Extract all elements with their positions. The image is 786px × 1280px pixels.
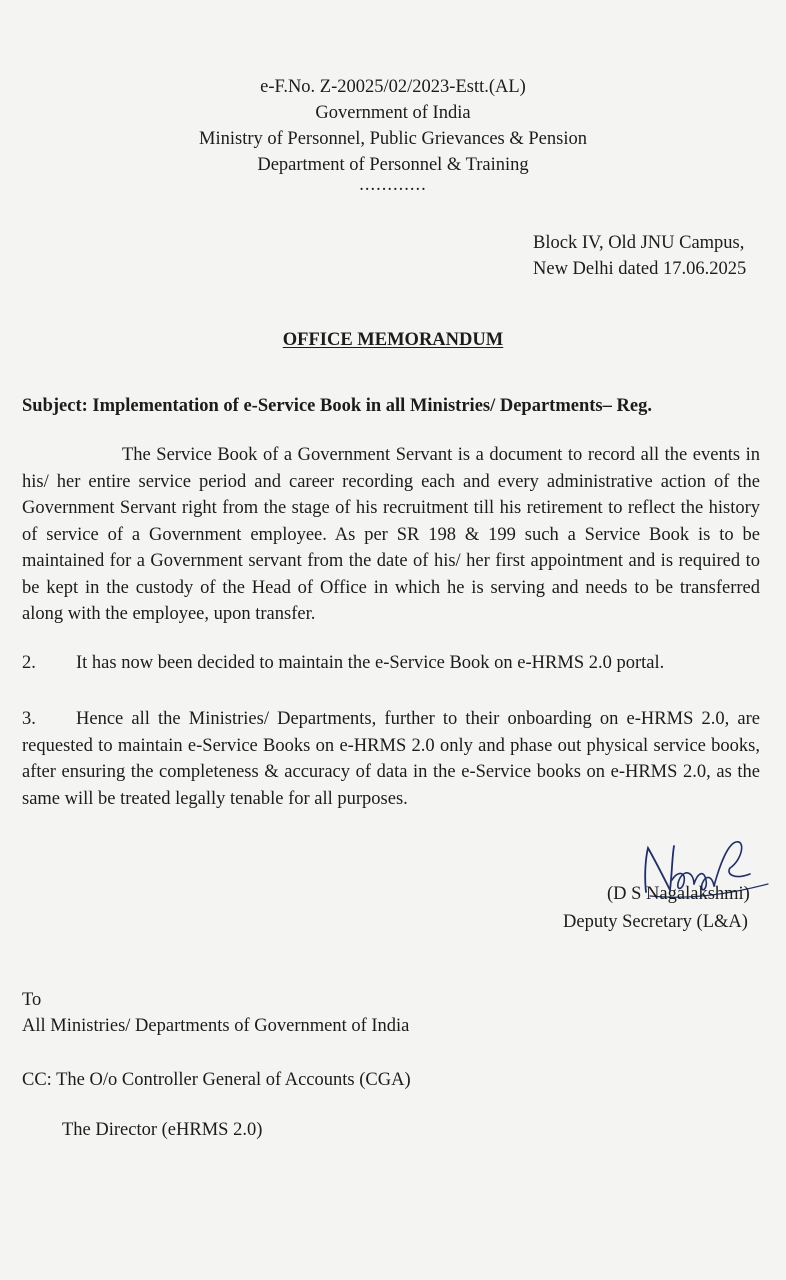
- file-number: e-F.No. Z-20025/02/2023-Estt.(AL): [260, 77, 526, 97]
- signatory-designation: Deputy Secretary (L&A): [563, 912, 748, 932]
- subject-line: Subject: Implementation of e-Service Book in all Ministries/ Departments– Reg.: [22, 396, 652, 416]
- ministry-name: Ministry of Personnel, Public Grievances & Pension: [199, 129, 587, 149]
- paragraph-3-text: Hence all the Ministries/ Departments, further to their onboarding on e-HRMS 2.0, are requested to maintain e-Service Books on e-HRMS 2.0 only and phase out physical service books, after ensuring the completeness & accuracy of data in the e-Service books on e-HRMS 2.0, as the same will be treated legally tenable for all purposes.: [22, 709, 760, 809]
- address-date-line: New Delhi dated 17.06.2025: [533, 259, 747, 279]
- header-separator: ............: [359, 175, 427, 195]
- paragraph-2: [22, 650, 760, 677]
- to-recipient: All Ministries/ Departments of Government of India: [22, 1016, 410, 1036]
- paragraph-1: The Service Book of a Government Servant is a document to record all the events in his/ her entire service period and career recording each and every administrative action of the Government Servant right from the stage of his recruitment till his retirement to reflect the history of service of a Government employee. As per SR 198 & 199 such a Service Book is to be maintained for a Government servant from the date of his/ her first appointment and is required to be kept in the custody of the Head of Office in which he is serving and needs to be transferred along with the employee, upon transfer.: [22, 445, 760, 624]
- address-line-1: Block IV, Old JNU Campus,: [533, 233, 745, 253]
- memo-title: OFFICE MEMORANDUM: [282, 330, 504, 350]
- paragraph-3-number: 3.: [22, 709, 36, 729]
- cc-recipient-2: The Director (eHRMS 2.0): [62, 1120, 263, 1140]
- address-block: [533, 230, 746, 282]
- department-name: Department of Personnel & Training: [257, 155, 529, 175]
- paragraph-2-text: It has now been decided to maintain the e-Service Book on e-HRMS 2.0 portal.: [76, 653, 665, 673]
- to-label: To: [22, 990, 42, 1010]
- cc-recipient-1: CC: The O/o Controller General of Accounts (CGA): [22, 1070, 411, 1090]
- paragraph-3: [22, 706, 760, 812]
- paragraph-2-number: 2.: [22, 653, 36, 673]
- letterhead: [0, 74, 786, 195]
- government-name: Government of India: [315, 103, 471, 123]
- signatory-name: (D S Nagalakshmi): [607, 884, 750, 904]
